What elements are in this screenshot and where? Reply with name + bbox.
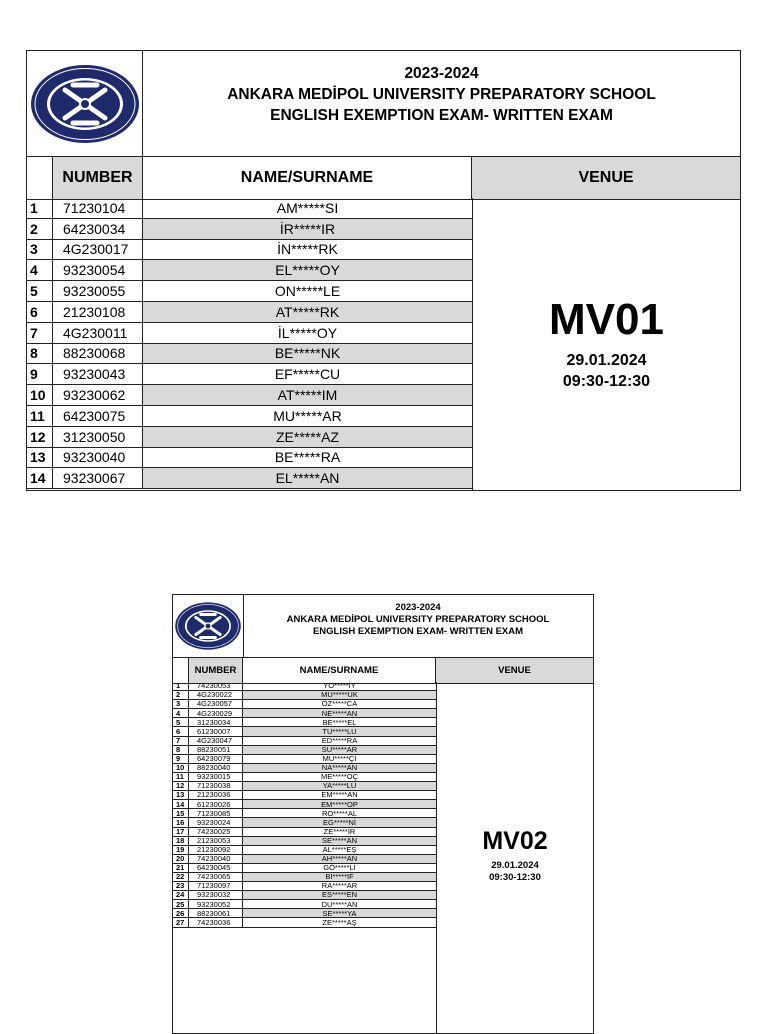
- row-index: 8: [173, 746, 189, 754]
- student-name: TU*****LU: [243, 727, 436, 735]
- row-index: 9: [27, 364, 53, 384]
- student-number: 4G230017: [53, 240, 143, 260]
- table-row: [27, 364, 472, 385]
- row-index: 20: [173, 855, 189, 863]
- student-name: EM*****OP: [243, 800, 436, 808]
- student-number: 64230079: [189, 755, 243, 763]
- row-index: 22: [173, 873, 189, 881]
- row-index: 25: [173, 900, 189, 908]
- row-index: 1: [27, 198, 53, 218]
- row-index: 23: [173, 882, 189, 890]
- row-index: 19: [173, 846, 189, 854]
- student-number: 71230085: [189, 809, 243, 817]
- number-header: NUMBER: [53, 157, 143, 199]
- header-title: [243, 595, 593, 657]
- student-name: BE*****RA: [274, 449, 341, 466]
- student-number: 88230051: [189, 746, 243, 754]
- row-index: 15: [173, 809, 189, 817]
- venue-code: MV02: [482, 827, 548, 855]
- student-name: ÖZ*****CA: [321, 699, 358, 709]
- student-name: DU*****AN: [321, 899, 358, 909]
- student-number: 31230050: [53, 427, 143, 447]
- venue-header: VENUE: [436, 658, 593, 683]
- student-rows: [27, 198, 472, 489]
- student-name: SU*****AR: [243, 746, 436, 754]
- venue-cell: [436, 682, 593, 1033]
- row-index: 4: [173, 709, 189, 717]
- student-name: İL*****OY: [277, 324, 338, 341]
- student-number: 93230054: [53, 260, 143, 280]
- student-name: EG*****Nİ: [243, 818, 436, 826]
- student-number: 74230065: [189, 873, 243, 881]
- student-number: 21230108: [53, 302, 143, 322]
- student-name: AM*****SI: [276, 199, 339, 216]
- student-number: 21230053: [189, 837, 243, 845]
- student-number: 93230015: [189, 773, 243, 781]
- number-header: NUMBER: [189, 658, 243, 683]
- table-header: [27, 156, 740, 200]
- student-name: YO*****İY: [323, 681, 356, 691]
- student-name: ZE*****AZ: [143, 427, 472, 447]
- student-number: 71230097: [189, 882, 243, 890]
- row-index: 12: [27, 427, 53, 447]
- student-name: NA*****AN: [243, 764, 436, 772]
- index-header-cell: [173, 658, 189, 683]
- student-name: MU*****ÜK: [243, 691, 436, 699]
- student-name: RA*****AR: [321, 881, 358, 891]
- student-name: ON*****LE: [274, 283, 341, 300]
- school-year: 2023-2024: [404, 65, 479, 82]
- table-row: [27, 344, 472, 365]
- student-number: 93230032: [189, 891, 243, 899]
- student-name: ZE*****İR: [323, 826, 356, 836]
- table-row: [27, 281, 472, 302]
- table-row: [27, 240, 472, 261]
- student-number: 88230040: [189, 764, 243, 772]
- exam-date: 29.01.2024: [491, 860, 539, 871]
- exam-date: 29.01.2024: [566, 352, 647, 369]
- row-index: 16: [173, 818, 189, 826]
- table-row: [27, 385, 472, 406]
- student-number: 93230055: [53, 281, 143, 301]
- student-number: 93230052: [189, 900, 243, 908]
- school-name: ANKARA MEDİPOL UNIVERSITY PREPARATORY SCHOOL: [286, 614, 550, 625]
- school-name: ANKARA MEDİPOL UNIVERSITY PREPARATORY SCHOOL: [227, 86, 656, 103]
- table-row: [173, 918, 436, 927]
- student-number: 88230061: [189, 909, 243, 917]
- student-name: BE*****NK: [143, 344, 472, 364]
- student-name: AL*****EŞ: [322, 844, 357, 854]
- student-number: 74230040: [189, 855, 243, 863]
- student-name: NE*****AN: [243, 709, 436, 717]
- row-index: 21: [173, 864, 189, 872]
- exam-name: ENGLISH EXEMPTION EXAM- WRITTEN EXAM: [270, 107, 613, 124]
- student-number: 74230025: [189, 828, 243, 836]
- student-number: 88230068: [53, 344, 143, 364]
- student-rows: [173, 682, 436, 928]
- row-index: 13: [27, 448, 53, 468]
- row-index: 14: [173, 800, 189, 808]
- student-name: AT*****RK: [143, 302, 472, 322]
- student-name: AT*****IM: [143, 385, 472, 405]
- table-row: [27, 198, 472, 219]
- student-number: 31230034: [189, 718, 243, 726]
- student-number: 61230007: [189, 727, 243, 735]
- venue-cell: [472, 198, 740, 490]
- student-number: 93230024: [189, 818, 243, 826]
- row-index: 13: [173, 791, 189, 799]
- exam-time: 09:30-12:30: [562, 373, 651, 390]
- name-header: NAME/SURNAME: [243, 658, 436, 683]
- row-index: 10: [173, 764, 189, 772]
- student-number: 71230104: [53, 198, 143, 218]
- student-number: 4G230047: [189, 737, 243, 745]
- row-index: 5: [173, 718, 189, 726]
- table-row: [27, 323, 472, 344]
- row-index: 18: [173, 837, 189, 845]
- student-number: 74230036: [189, 918, 243, 926]
- row-index: 6: [173, 727, 189, 735]
- row-index: 24: [173, 891, 189, 899]
- row-index: 3: [27, 240, 53, 260]
- student-number: 64230034: [53, 219, 143, 239]
- header-title: [143, 51, 740, 156]
- student-name: GÖ*****Lİ: [323, 863, 356, 873]
- row-index: 4: [27, 260, 53, 280]
- table-row: [173, 709, 436, 718]
- student-name: AH*****AN: [243, 855, 436, 863]
- medipol-logo: [27, 51, 143, 156]
- table-row: [173, 800, 436, 809]
- table-header: [173, 657, 593, 684]
- table-row: [27, 406, 472, 427]
- table-row: [27, 427, 472, 448]
- student-name: EL*****OY: [143, 260, 472, 280]
- row-index: 10: [27, 385, 53, 405]
- student-name: SE*****AN: [243, 837, 436, 845]
- row-index: 17: [173, 828, 189, 836]
- row-index: 2: [173, 691, 189, 699]
- row-index: 12: [173, 782, 189, 790]
- student-name: İR*****IR: [143, 219, 472, 239]
- row-index: 1: [173, 682, 189, 690]
- student-name: SE*****YA: [243, 909, 436, 917]
- row-index: 11: [173, 773, 189, 781]
- student-number: 93230040: [53, 448, 143, 468]
- table-row: [27, 260, 472, 281]
- table-row: [27, 448, 472, 469]
- student-name: EF*****CU: [274, 366, 341, 383]
- student-name: ED*****RA: [321, 735, 358, 745]
- index-header-cell: [27, 157, 53, 199]
- venue-header: VENUE: [472, 157, 740, 199]
- exam-time: 09:30-12:30: [489, 872, 541, 883]
- student-number: 64230045: [189, 864, 243, 872]
- row-index: 26: [173, 909, 189, 917]
- row-index: 6: [27, 302, 53, 322]
- table-row: [27, 468, 472, 489]
- student-name: ES*****EN: [243, 891, 436, 899]
- student-name: EL*****AN: [143, 468, 472, 488]
- student-number: 74230053: [189, 682, 243, 690]
- student-number: 4G230022: [189, 691, 243, 699]
- student-number: 64230075: [53, 406, 143, 426]
- student-name: MU*****AR: [273, 407, 342, 424]
- exam-name: ENGLISH EXEMPTION EXAM- WRITTEN EXAM: [312, 626, 524, 637]
- student-name: MU*****Çİ: [322, 754, 357, 764]
- student-name: EM*****AN: [321, 790, 358, 800]
- student-number: 21230036: [189, 791, 243, 799]
- row-index: 11: [27, 406, 53, 426]
- row-index: 8: [27, 344, 53, 364]
- name-header: NAME/SURNAME: [143, 157, 472, 199]
- medipol-logo: [173, 595, 244, 657]
- student-number: 93230067: [53, 468, 143, 488]
- row-index: 27: [173, 918, 189, 926]
- student-number: 93230043: [53, 364, 143, 384]
- venue-code: MV01: [549, 295, 664, 344]
- row-index: 9: [173, 755, 189, 763]
- row-index: 7: [27, 323, 53, 343]
- student-number: 4G230029: [189, 709, 243, 717]
- row-index: 2: [27, 219, 53, 239]
- student-name: YA*****LU: [243, 782, 436, 790]
- student-number: 21230092: [189, 846, 243, 854]
- student-name: İN*****RK: [277, 241, 338, 258]
- row-index: 7: [173, 737, 189, 745]
- student-name: ZE*****AŞ: [322, 917, 357, 927]
- student-name: RO*****AL: [321, 808, 358, 818]
- student-name: ME*****OÇ: [320, 772, 359, 782]
- student-number: 71230038: [189, 782, 243, 790]
- exam-list-mv01: [26, 50, 741, 491]
- student-number: 61230026: [189, 800, 243, 808]
- table-row: [173, 891, 436, 900]
- row-index: 14: [27, 468, 53, 488]
- table-row: [27, 302, 472, 323]
- table-row: [173, 900, 436, 909]
- exam-list-mv02: [172, 594, 594, 1034]
- student-name: Bİ*****İF: [243, 873, 436, 881]
- student-number: 4G230057: [189, 700, 243, 708]
- row-index: 3: [173, 700, 189, 708]
- table-row: [27, 219, 472, 240]
- student-number: 93230062: [53, 385, 143, 405]
- table-row: [173, 700, 436, 709]
- table-row: [173, 791, 436, 800]
- student-number: 4G230011: [53, 323, 143, 343]
- row-index: 5: [27, 281, 53, 301]
- school-year: 2023-2024: [395, 602, 441, 613]
- student-name: BE*****EL: [322, 717, 357, 727]
